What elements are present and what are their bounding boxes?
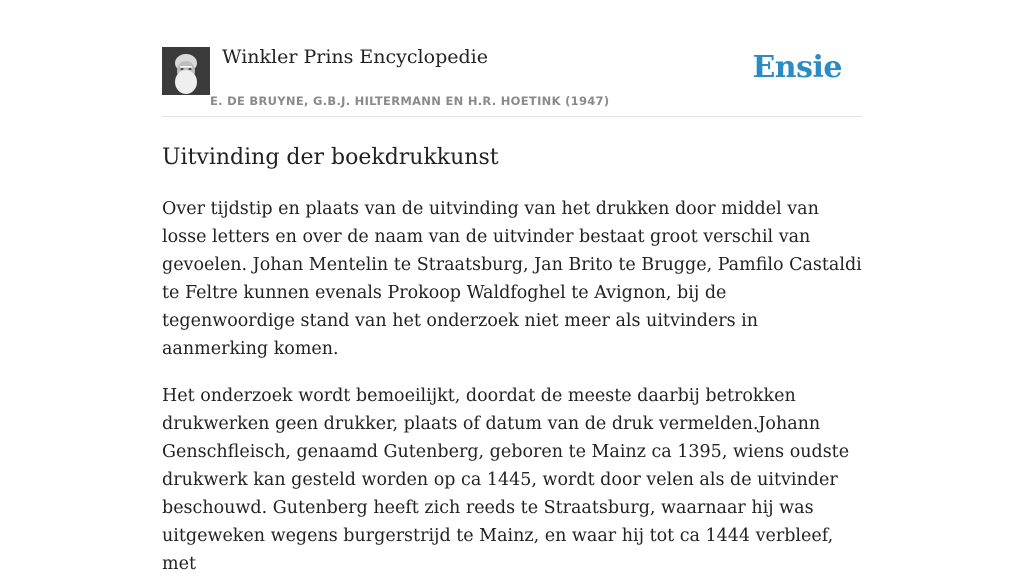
article-paragraph: Het onderzoek wordt bemoeilijkt, doordat de meeste daarbij betrokken drukwerken geen drukker, plaats of datum van de druk vermelden.Johann Genschfleisch, genaamd Gutenberg, geboren te Mainz ca 1395, wiens oudste drukwerk kan gesteld worden op ca 1445, wordt door velen als de uitvinder beschouwd. Gutenberg heeft zich reeds te Straatsburg, waarnaar hij was uitgeweken wegens burgerstrijd te Mainz, en waar hij tot ca 1444 verbleef, met xyxy=(162,386,850,574)
author-avatar[interactable] xyxy=(162,47,210,95)
page-container xyxy=(162,0,862,578)
portrait-icon xyxy=(162,47,210,95)
authors-line: E. DE BRUYNE, G.B.J. HILTERMANN EN H.R. HOETINK (1947) xyxy=(210,94,610,108)
encyclopedia-title[interactable]: Winkler Prins Encyclopedie xyxy=(222,46,488,68)
article-body xyxy=(162,195,862,578)
article-title: Uitvinding der boekdrukkunst xyxy=(162,145,499,170)
article-paragraph: Over tijdstip en plaats van de uitvinding van het drukken door middel van losse letters en over de naam van de uitvinder bestaat groot verschil van gevoelen. Johan Mentelin te Straatsburg, Jan Brito te Brugge, Pamfilo Castaldi te Feltre kunnen evenals Prokoop Waldfoghel te Avignon, bij de tegenwoordige stand van het onderzoek niet meer als uitvinders in aanmerking komen. xyxy=(162,199,862,359)
ensie-logo-link[interactable]: Ensie xyxy=(752,50,842,85)
header xyxy=(162,0,862,117)
